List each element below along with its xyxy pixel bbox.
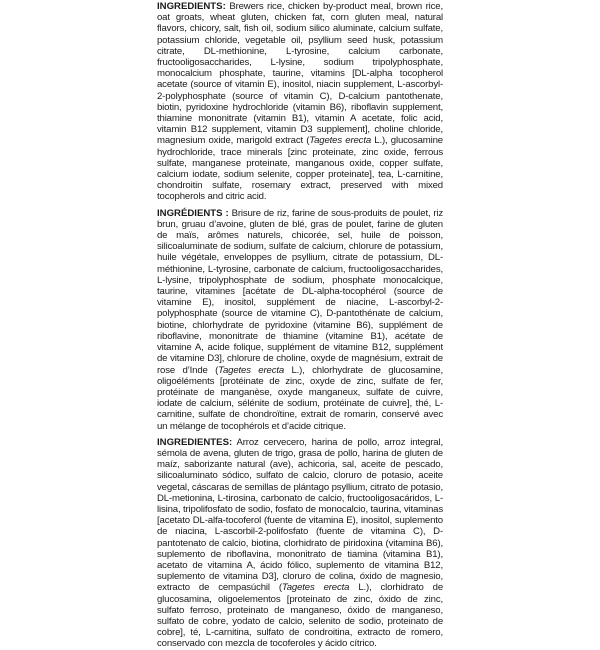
- ingredients-english: [157, 1, 443, 203]
- ingredients-french: [157, 208, 443, 432]
- ingredients-english-heading: INGREDIENTS:: [157, 1, 226, 12]
- ingredients-french-text-part1: Brisure de riz, farine de sous-produits de poulet, riz brun, gruau d’avoine, gluten de blé, gras de poulet, farine de gluten de maïs, arômes naturels, chicorée, sel, huile de poisson, silicoaluminate de sodium, sulfate de calcium, chlorure de potassium, huile végétale, enveloppes de psyllium, citrate de potassium, DL-méthionine, L-tyrosine, carbonate de calcium, fructooligosaccharides, L-lysine, tripolyphosphate de sodium, phosphate monocalcique, taurine, vitamines [acétate de DL-alpha-tocophérol (source de vitamine E), inositol, supplément de niacine, L-ascorbyl-2-polyphosphate (source de vitamine C), D-pantothénate de calcium, biotine, chlorhydrate de pyridoxine (vitamine B6), supplément de riboflavine, mononitrate de thiamine (vitamine B1), acétate de vitamine A, acide folique, supplément de vitamine B12, supplément de vitamine D3], chlorure de choline, oxyde de magnésium, extrait de rose d’Inde (: [157, 207, 443, 376]
- ingredients-spanish-text-part1: Arroz cervecero, harina de pollo, arroz integral, sémola de avena, gluten de trigo, grasa de pollo, harina de gluten de maíz, saborizante natural (ave), achicoria, sal, aceite de pescado, silicoaluminato sódico, sulfato de calcio, cloruro de potasio, aceite vegetal, cáscaras de semillas de plántago psyllium, citrato de potasio, DL-metionina, L-tirosina, carbonato de calcio, fructooligosacáridos, L-lisina, tripolifosfato de sodio, fosfato de monocalcio, taurina, vitaminas [acetato DL-alfa-tocoferol (fuente de vitamina E), inositol, suplemento de niacina, L-ascorbil-2-polifosfato (fuente de vitamina C), D-pantotenato de calcio, biotina, clorhidrato de piridoxina (vitamina B6), suplemento de riboflavina, mononitrato de tiamina (vitamina B1), acetato de vitamina A, ácido fólico, suplemento de vitamina B12, suplemento de vitamina D3], cloruro de colina, óxido de magnesio, extracto de cempasúchil (: [157, 436, 443, 594]
- ingredients-english-text-part1: Brewers rice, chicken by-product meal, brown rice, oat groats, wheat gluten, chicken fat, corn gluten meal, natural flavors, chicory, salt, fish oil, sodium silico aluminate, calcium sulfate, potassium chloride, vegetable oil, psyllium seed husk, potassium citrate, DL-methionine, L-tyrosine, calcium carbonate, fructooligosaccharides, L-lysine, sodium tripolyphosphate, monocalcium phosphate, taurine, vitamins [DL-alpha tocopherol acetate (source of vitamin E), inositol, niacin supplement, L-ascorbyl-2-polyphosphate (source of vitamin C), D-calcium pantothenate, biotin, pyridoxine hydrochloride (vitamin B6), riboflavin supplement, thiamine mononitrate (vitamin B1), vitamin A acetate, folic acid, vitamin B12 supplement, vitamin D3 supplement], choline chloride, magnesium oxide, marigold extract (: [157, 1, 443, 147]
- ingredients-french-italic: Tagetes erecta: [218, 364, 285, 376]
- ingredients-english-text-part2: L.), glucosamine hydrochloride, trace minerals [zinc proteinate, zinc oxide, ferrous sulfate, manganese proteinate, manganous oxide, copper sulfate, calcium iodate, sodium selenite, copper proteinate], tea, L-carnitine, chondroitin sulfate, rosemary extract, preserved with mixed tocopherols and citric acid.: [157, 135, 443, 203]
- ingredients-spanish-text-part2: L.), clorhidrato de glucosamina, oligoelementos [proteinato de zinc, óxido de zinc, sulfato ferroso, proteinato de manganeso, óxido de manganeso, sulfato de cobre, yodato de calcio, selenito de sodio, proteinato de cobre], té, L-carnitina, sulfato de condroitina, extracto de romero, conservado con mezcla de tocoferoles y ácido cítrico.: [157, 582, 444, 650]
- ingredients-french-heading: INGRÉDIENTS :: [157, 207, 229, 219]
- ingredients-spanish-heading: INGREDIENTES:: [157, 436, 233, 448]
- ingredients-spanish-italic: Tagetes erecta: [281, 582, 350, 594]
- ingredients-spanish: [157, 437, 443, 650]
- ingredients-label: [157, 0, 444, 650]
- ingredients-english-italic: Tagetes erecta: [309, 135, 372, 147]
- ingredients-french-text-part2: L.), chlorhydrate de glucosamine, oligoéléments [protéinate de zinc, oxyde de zinc, sulfate de fer, protéinate de manganèse, oxyde manganeux, sulfate de cuivre, iodate de calcium, sélénite de sodium, protéinate de cuivre], thé, L-carnitine, sulfate de chondroïtine, extrait de romarin, conservé avec un mélange de tocophérols et d’acide citrique.: [157, 364, 444, 432]
